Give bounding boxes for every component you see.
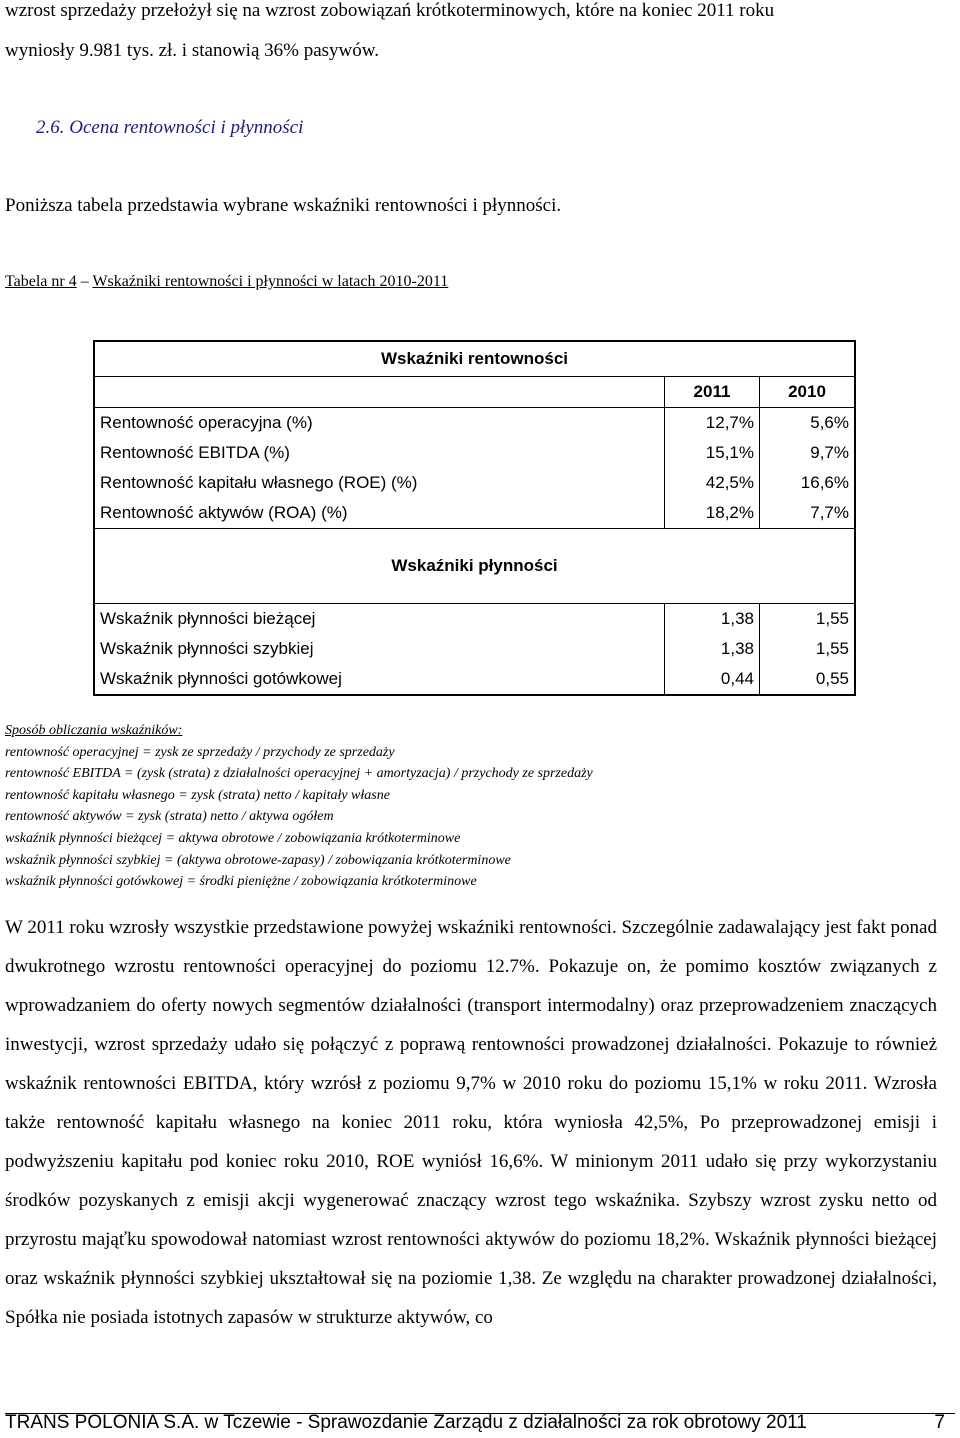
table-row [94, 604, 855, 635]
row-label: Wskaźnik płynności gotówkowej [100, 669, 342, 688]
value-2010: 5,6% [760, 408, 856, 439]
method-line: rentowność operacyjnej = zysk ze sprzedaży / przychody ze sprzedaży [5, 744, 395, 760]
body-paragraph: W 2011 roku wzrosły wszystkie przedstawione powyżej wskaźniki rentowności. Szczególnie zadawalający jest fakt ponad dwukrotnego wzrostu rentowności operacyjnej do poziomu 12.7%. Pokazuje on, że pomimo kosztów związanych z wprowadzaniem do oferty nowych segmentów działalności (transport intermodalny) oraz przeprowadzeniem znaczących inwestycji, wzrost sprzedaży udało się połączyć z poprawą rentowności prowadzonej działalności. Pokazuje to również wskaźnik rentowności EBITDA, który wzrósł z poziomu 9,7% w 2010 roku do poziomu 15,1% w roku 2011. Wzrosła także rentowność kapitału własnego na koniec 2011 roku, która wyniosła 42,5%, Po przeprowadzonej emisji i podwyższeniu kapitału pod koniec roku 2010, ROE wyniósł 16,6%. W minionym 2011 udało się przy wykorzystaniu środków pozyskanych z emisji akcji wygenerować znaczący wzrost tego wskaźnika. Szybszy wzrost zysku netto od przyrostu mająťku spowodował natomiast wzrost rentowności aktywów do poziomu 18,2%. Wskaźnik płynności bieżącej oraz wskaźnik płynności szybkiej ukształtował się na poziomie 1,38. Ze względu na charakter prowadzonej działalności, Spółka nie posiada istotnych zapasów w strukturze aktywów, co [5, 917, 937, 1328]
table-caption [5, 273, 448, 291]
method-line: wskaźnik płynności gotówkowej = środki pieniężne / zobowiązania krótkoterminowe [5, 874, 477, 890]
method-line: rentowność kapitału własnego = zysk (strata) netto / kapitały własne [5, 787, 390, 803]
row-label: Rentowność EBITDA (%) [100, 443, 290, 462]
body-paragraph-container [5, 908, 937, 1337]
value-2010: 7,7% [760, 498, 856, 529]
value-2011: 1,38 [665, 604, 760, 635]
table-row [94, 438, 855, 468]
intro-line-1: wzrost sprzedaży przełożył się na wzrost zobowiązań krótkoterminowych, które na koniec 2011 roku [5, 0, 775, 21]
value-2011: 1,38 [665, 634, 760, 664]
table-spacer [94, 583, 855, 604]
indicators-table [93, 340, 856, 696]
section-title-plynnosc: Wskaźniki płynności [391, 556, 558, 575]
row-label: Wskaźnik płynności szybkiej [100, 639, 314, 658]
footer-text: TRANS POLONIA S.A. w Tczewie - Sprawozdanie Zarządu z działalności za rok obrotowy 2011 [5, 1412, 807, 1433]
value-2010: 9,7% [810, 443, 849, 462]
table-row [94, 664, 855, 695]
page-number: 7 [934, 1412, 945, 1433]
method-line: wskaźnik płynności szybkiej = (aktywa obrotowe-zapasy) / zobowiązania krótkoterminowe [5, 852, 511, 868]
year-header-blank [94, 377, 665, 408]
caption-label: Tabela nr 4 [5, 273, 77, 290]
value-2011: 15,1% [665, 438, 760, 468]
table-row [94, 498, 855, 529]
table-row [94, 634, 855, 664]
value-2010: 16,6% [800, 473, 849, 492]
value-2010: 0,55 [815, 669, 849, 688]
calculation-method [5, 720, 593, 893]
value-2010: 1,55 [815, 609, 849, 628]
row-label: Wskaźnik płynności bieżącej [100, 609, 316, 628]
table-spacer [94, 529, 855, 550]
year-header-2010: 2010 [760, 377, 856, 408]
method-line: wskaźnik płynności bieżącej = aktywa obrotowe / zobowiązania krótkoterminowe [5, 830, 461, 846]
caption-rest: Wskaźniki rentowności i płynności w latach 2010-2011 [92, 273, 449, 290]
intro-line-2: wyniosły 9.981 tys. zł. i stanowią 36% pasywów. [5, 40, 379, 61]
value-2011: 18,2% [665, 498, 760, 529]
value-2011: 0,44 [665, 664, 760, 695]
page-footer [5, 1412, 945, 1434]
value-2011: 42,5% [665, 468, 760, 498]
row-label: Rentowność operacyjna (%) [94, 408, 665, 439]
table-row [94, 468, 855, 498]
section-heading: 2.6. Ocena rentowności i płynności [36, 117, 304, 138]
table-row [94, 408, 855, 439]
lead-sentence: Poniższa tabela przedstawia wybrane wskaźniki rentowności i płynności. [5, 195, 562, 216]
row-label: Rentowność kapitału własnego (ROE) (%) [100, 473, 418, 492]
caption-dash: – [76, 273, 93, 290]
row-label: Rentowność aktywów (ROA) (%) [94, 498, 665, 529]
method-title: Sposób obliczania wskaźników: [5, 723, 183, 738]
method-line: rentowność aktywów = zysk (strata) netto / aktywa ogółem [5, 809, 334, 825]
value-2011: 12,7% [665, 408, 760, 439]
section-title-rentownosc: Wskaźniki rentowności [380, 349, 569, 368]
value-2010: 1,55 [815, 639, 849, 658]
method-line: rentowność EBITDA = (zysk (strata) z działalności operacyjnej + amortyzacja) / przychody ze sprzedaży [5, 766, 593, 782]
year-header-2011: 2011 [665, 377, 760, 408]
